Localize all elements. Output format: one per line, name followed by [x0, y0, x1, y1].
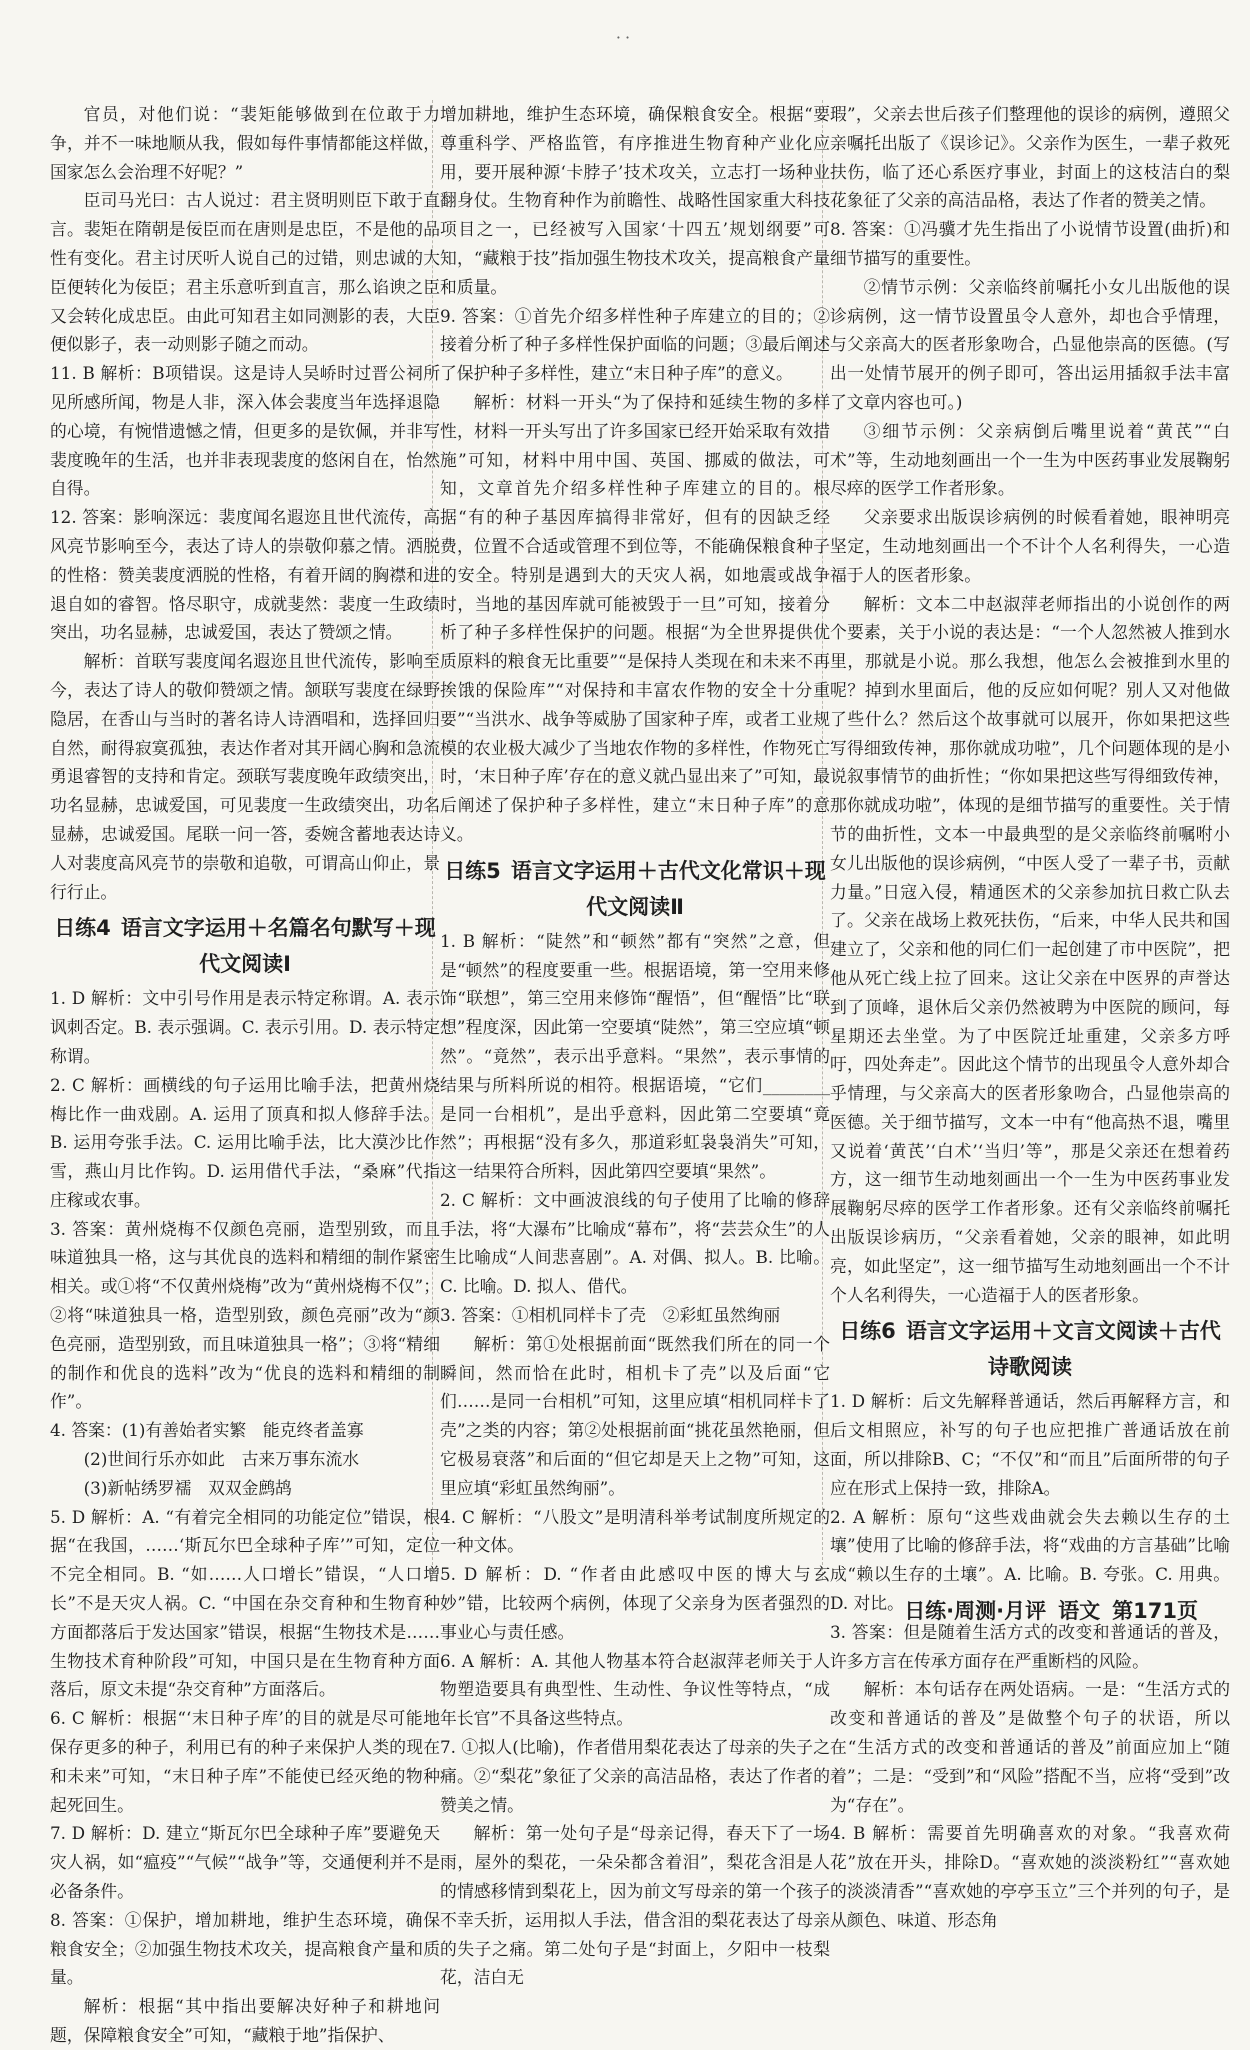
- answer-item: 1. D 解析：文中引号作用是表示特定称谓。A. 表示讽刺否定。B. 表示强调。C. 表示引用。D. 表示特定称谓。: [50, 988, 440, 1066]
- answer-item: 3. 答案：黄州烧梅不仅颜色亮丽，造型别致，而且味道独具一格，这与其优良的选料和精细的制作紧密相关。或①将“不仅黄州烧梅”改为“黄州烧梅不仅”；②将“味道独具一格，造型别致，颜色亮丽”改为“颜色亮丽，造型别致，而且味道独具一格”；③将“精细的制作和优良的选料”改为“优良的选料和精细的制作”。: [50, 1218, 440, 1412]
- answer-item: 6. A 解析：A. 其他人物基本符合赵淑萍老师关于人物塑造要具有典型性、生动性、争议性等特点，“成年长官”不具备这些特点。: [440, 1650, 830, 1729]
- section-title-5: [440, 853, 830, 925]
- section-title-6: [830, 1313, 1230, 1385]
- answer-item: 9. 答案：①首先介绍多样性种子库建立的目的；②接着分析了种子多样性保护面临的问题；③最后阐述了保护种子多样性，建立“末日种子库”的意义。: [440, 305, 830, 384]
- answer-item: 父亲要求出版误诊病例的时候看着她，眼神明亮坚定，生动地刻画出一个不计个人名利得失，一心造福于人的医者形象。: [830, 507, 1230, 585]
- answer-item: ②情节示例：父亲临终前嘱托小女儿出版他的误诊病例，这一情节设置虽令人意外，却也合乎情理，与父亲高大的医者形象吻合，凸显他崇高的医德。(写出一处情节展开的例子即可，答出运用插叙手法丰富了文章内容也可。): [830, 276, 1230, 412]
- analysis: 解析：本句话存在两处语病。一是：“生活方式的改变和普通话的普及”是做整个句子的状语，所以在“生活方式的改变和普通话的普及”前面应加上“随着”；二是：“受到”和“风险”搭配不当，应将“受到”改为“存在”。: [830, 1679, 1230, 1815]
- section-heading: 语言文字运用＋名篇名句默写＋现代文阅读Ⅰ: [120, 916, 436, 977]
- answer-item: 12. 答案：影响深远：裴度闻名遐迩且世代流传，高风亮节影响至今，表达了诗人的崇敬仰慕之情。洒脱的性格：赞美裴度洒脱的性格，有着开阔的胸襟和进退自如的睿智。恪尽职守，成就斐然：裴度一生政绩突出，功名显赫，忠诚爱国，表达了赞颂之情。: [50, 507, 440, 643]
- analysis: 解析：首联写裴度闻名遐迩且世代流传，影响至今，表达了诗人的敬仰赞颂之情。颔联写裴度在绿野隐居，在香山与当时的著名诗人诗酒唱和，选择回归自然，耐得寂寞孤独，表达作者对其开阔心胸和急流勇退睿智的支持和肯定。颈联写裴度晚年政绩突出，功名显赫，忠诚爱国，可见裴度一生政绩突出，功名显赫，忠诚爱国。尾联一问一答，委婉含蓄地表达诗人对裴度高风亮节的崇敬和追敬，可谓高山仰止，景行行止。: [50, 651, 440, 902]
- paragraph: 增加耕地，维护生态环境，确保粮食安全。根据“要尊重科学、严格监管，有序推进生物育种产业化应用，要开展种源‘卡脖子’技术攻关，立志打一场种业翻身仗。生物育种作为前瞻性、战略性国家重大科技项目之一，已经被写入国家‘十四五’规划纲要”可知，“藏粮于技”指加强生物技术攻关，提高粮食产量和质量。: [440, 104, 830, 297]
- answer-item: 4. B 解析：需要首先明确喜欢的对象。“我喜欢荷花”放在开头，排除D。“喜欢她的淡淡粉红”“喜欢她的淡淡清香”“喜欢她的亭亭玉立”三个并列的句子，是从颜色、味道、形态角: [830, 1823, 1230, 1930]
- answer-item: 2. C 解析：画横线的句子运用比喻手法，把黄州烧梅比作一曲戏剧。A. 运用了顶真和拟人修辞手法。B. 运用夸张手法。C. 运用比喻手法，比大漠沙比作雪，燕山月比作钩。D. 运用借代手法，“桑麻”代指庄稼或农事。: [50, 1074, 440, 1210]
- analysis: 解析：材料一开头“为了保持和延续生物的多样性，材料一开头写出了许多国家已经开始采取有效措施”可知，材料中用中国、英国、挪威的做法，可知，文章首先介绍多样性种子库建立的目的。根据“有的种子基因库搞得非常好，但有的因缺乏经费，位置不合适或管理不到位等，不能确保粮食种子的安全。特别是遇到大的天灾人祸，如地震或战争时，当地的基因库就可能被毁于一旦”可知，接着分析了种子多样性保护的问题。根据“为全世界提供优质原料的粮食无比重要”“是保持人类现在和未来不再挨饿的保险库”“对保持和丰富农作物的安全十分重要”“当洪水、战争等威胁了国家种子库，或者工业规模的农业极大减少了当地农作物的多样性，作物死亡时，‘末日种子库’存在的意义就凸显出来了”可知，最后阐述了保护种子多样性，建立“末日种子库”的意义。: [440, 391, 830, 844]
- answer-item: 11. B 解析：B项错误。这是诗人吴峤时过晋公祠所见所感所闻，物是人非，深入体会裴度当年选择退隐的心境，有惋惜遗憾之情，但更多的是钦佩，并非写裴度晚年的生活，也并非表现裴度的悠闲自在，怡然自得。: [50, 363, 440, 499]
- answer-item: 5. D 解析：A. “有着完全相同的功能定位”错误，根据“在我国，……‘斯瓦尔巴全球种子库’”可知，定位不完全相同。B. “如……人口增长”错误，“人口增长”不是天灾人祸。C. “中国在杂交育种和生物育种方面都落后于发达国家”错误，根据“生物技术是……生物技术育种阶段”可知，中国只是在生物育种方面落后，原文未提“杂交育种”方面落后。: [50, 1506, 440, 1700]
- page-number: 第171页: [1112, 1599, 1198, 1623]
- section-heading: 语言文字运用＋文言文阅读＋古代诗歌阅读: [905, 1319, 1221, 1380]
- analysis: 解析：第一处句子是“母亲记得，春天下了一场雨，屋外的梨花，一朵朵都含着泪”，梨花含泪是人的情感移情到梨花上，因为前文写母亲的第一个孩子不幸夭折，运用拟人手法，借含泪的梨花表达了母亲的失子之痛。第二处句子是“封面上，夕阳中一枝梨花，洁白无: [440, 1823, 830, 1988]
- section-title-4: [50, 910, 440, 982]
- header-dots: ··: [615, 28, 635, 47]
- answer-item: (2)世间行乐亦如此 古来万事东流水: [83, 1449, 360, 1470]
- paragraph: 瑕”，父亲去世后孩子们整理他的误诊的病例，遵照父亲嘱托出版了《误诊记》。父亲作为医生，一辈子救死扶伤，临了还心系医疗事业，封面上的这枝洁白的梨花象征了父亲的高洁品格，表达了作者的赞美之情。: [830, 104, 1230, 211]
- answer-item: 1. D 解析：后文先解释普通话，然后再解释方言，和后文相照应，补写的句子也应把推广普通话放在前面，所以排除B、C；“不仅”和“而且”后面所带的句子应在形式上保持一致，排除A。: [830, 1391, 1230, 1498]
- answer-item: 4. C 解析：“八股文”是明清科举考试制度所规定的一种文体。: [440, 1506, 830, 1556]
- analysis: 解析：根据“其中指出要解决好种子和耕地问题，保障粮食安全”可知，“藏粮于地”指保护、: [50, 1996, 440, 2045]
- answer-item: 8. 答案：①冯骥才先生指出了小说情节设置(曲折)和细节描写的重要性。: [830, 219, 1230, 268]
- section-label: 日练6: [839, 1319, 896, 1344]
- answer-item: ③细节示例：父亲病倒后嘴里说着“黄芪”“白术”等，生动地刻画出一个一生为中医药事业发展鞠躬尽瘁的医学工作者形象。: [830, 420, 1230, 499]
- column-2: [440, 100, 830, 1988]
- answer-item: 1. B 解析：“陡然”和“顿然”都有“突然”之意，但是“顿然”的程度要重一些。根据语境，第一空用来修饰“联想”，第三空用来修饰“醒悟”，但“醒悟”比“联想”程度深，因此第一空要填“陡然”，第三空应填“顿然”。“竟然”，表示出乎意料。“果然”，表示事情的结果与所料所说的相符。根据语境，“它们________是同一台相机”，是出乎意料，因此第二空要填“竟然”；再根据“没有多久，那道彩虹袅袅消失”可知，这一结果符合所料，因此第四空要填“果然”。: [440, 930, 830, 1182]
- answer-item: 2. A 解析：原句“这些戏曲就会失去赖以生存的土壤”使用了比喻的修辞手法，将“戏曲的方言基础”比喻成“赖以生存的土壤”。A. 比喻。B. 夸张。C. 用典。D. 对比。: [830, 1506, 1230, 1614]
- column-1: [50, 100, 440, 2045]
- answer-item: 6. C 解析：根据“‘末日种子库’的目的就是尽可能地保存更多的种子，利用已有的种子来保护人类的现在和未来”可知，“末日种子库”不能使已经灭绝的物种起死回生。: [50, 1708, 440, 1815]
- paragraph: 臣司马光曰：古人说过：君主贤明则臣下敢于直言。裴矩在隋朝是佞臣而在唐则是忠臣，不是他的品性有变化。君主讨厌听人说自己的过错，则忠诚的大臣便转化为佞臣；君主乐意听到直言，那么谄谀之臣又会转化成忠臣。由此可知君主如同测影的表，大臣便似影子，表一动则影子随之而动。: [50, 190, 440, 355]
- answer-item: (3)新帖绣罗襦 双双金鹧鸪: [83, 1477, 292, 1498]
- answer-item: 3. 答案：①相机同样卡了壳 ②彩虹虽然绚丽: [440, 1305, 781, 1326]
- analysis: 解析：文本二中赵淑萍老师指出的小说创作的两个要素，关于小说的表达是：“一个人忽然被人推到水里，那就是小说。那么我想，他怎么会被推到水里的呢？掉到水里面后，他的反应如何呢？别人又对他做了些什么？然后这个故事就可以展开，你如果把这些写得细致传神，那你就成功啦”，几个问题体现的是小说叙事情节的曲折性；“你如果把这些写得细致传神，那你就成功啦”，体现的是细节描写的重要性。关于情节的曲折性，文本一中最典型的是父亲临终前嘱咐小女儿出版他的误诊病例，“中医人受了一辈子书，贡献力量。”日寇入侵，精通医术的父亲参加抗日救亡队去了。父亲在战场上救死扶伤，“后来，中华人民共和国建立了，父亲和他的同仁们一起创建了市中医院”，把他从死亡线上拉了回来。这让父亲在中医界的声誉达到了顶峰，退休后父亲仍然被聘为中医院的顾问，每星期还去坐堂。为了中医院迁址重建，父亲多方呼吁，四处奔走”。因此这个情节的出现虽令人意外却合乎情理，与父亲高大的医者形象吻合，凸显他崇高的医德。关于细节描写，文本一中有“他高热不退，嘴里又说着‘黄芪’‘白术’‘当归’等”，那是父亲还在想着药方，这一细节生动地刻画出一个一生为中医药事业发展鞠躬尽瘁的医学工作者形象。还有父亲临终前嘱托出版误诊病历，“父亲看着她，父亲的眼神，如此明亮，如此坚定”，这一细节描写生动地刻画出一个不计个人名利得失，一心造福于人的医者形象。: [830, 593, 1230, 1305]
- answer-item: 7. ①拟人(比喻)，作者借用梨花表达了母亲的失子之痛。②“梨花”象征了父亲的高洁品格，表达了作者的赞美之情。: [440, 1737, 830, 1815]
- answer-item: 8. 答案：①保护，增加耕地，维护生态环境，确保粮食安全；②加强生物技术攻关，提高粮食产量和质量。: [50, 1909, 440, 1988]
- analysis: 解析：第①处根据前面“既然我们所在的同一个瞬间，然而恰在此时，相机卡了壳”以及后面“它们……是同一台相机”可知，这里应填“相机同样卡了壳”之类的内容；第②处根据前面“挑花虽然艳丽，但它极易衰落”和后面的“但它却是天上之物”可知，这里应填“彩虹虽然绚丽”。: [440, 1333, 830, 1498]
- section-heading: 语言文字运用＋古代文化常识＋现代文阅读Ⅱ: [510, 858, 826, 919]
- answer-item: 7. D 解析：D. 建立“斯瓦尔巴全球种子库”要避免天灾人祸，如“瘟疫”“气候”“战争”等，交通便利并不是必备条件。: [50, 1823, 440, 1902]
- book-series: 日练·周测·月评: [904, 1599, 1047, 1623]
- answer-item: 2. C 解析：文中画波浪线的句子使用了比喻的修辞手法，将“大瀑布”比喻成“幕布”，将“芸芸众生”的人生比喻成“人间悲喜剧”。A. 对偶、拟人。B. 比喻。C. 比喻。D. 拟人、借代。: [440, 1189, 830, 1297]
- section-label: 日练4: [54, 916, 111, 941]
- answer-item: 5. D 解析：D. “作者由此感叹中医的博大与玄妙”错，比较两个病例，体现了父亲身为医者强烈的事业心与责任感。: [440, 1564, 830, 1642]
- answer-item: 3. 答案：但是随着生活方式的改变和普通话的普及，许多方言在传承方面存在严重断档的风险。: [830, 1621, 1230, 1671]
- answer-item: 4. 答案：(1)有善始者实繁 能克终者盖寡: [50, 1420, 364, 1441]
- subject: 语文: [1058, 1599, 1101, 1623]
- paragraph: 官员，对他们说：“裴矩能够做到在位敢于力争，并不一味地顺从我，假如每件事情都能这样做，国家怎么会治理不好呢？”: [50, 104, 440, 182]
- page-footer: [892, 1595, 1198, 1625]
- section-label: 日练5: [444, 858, 501, 883]
